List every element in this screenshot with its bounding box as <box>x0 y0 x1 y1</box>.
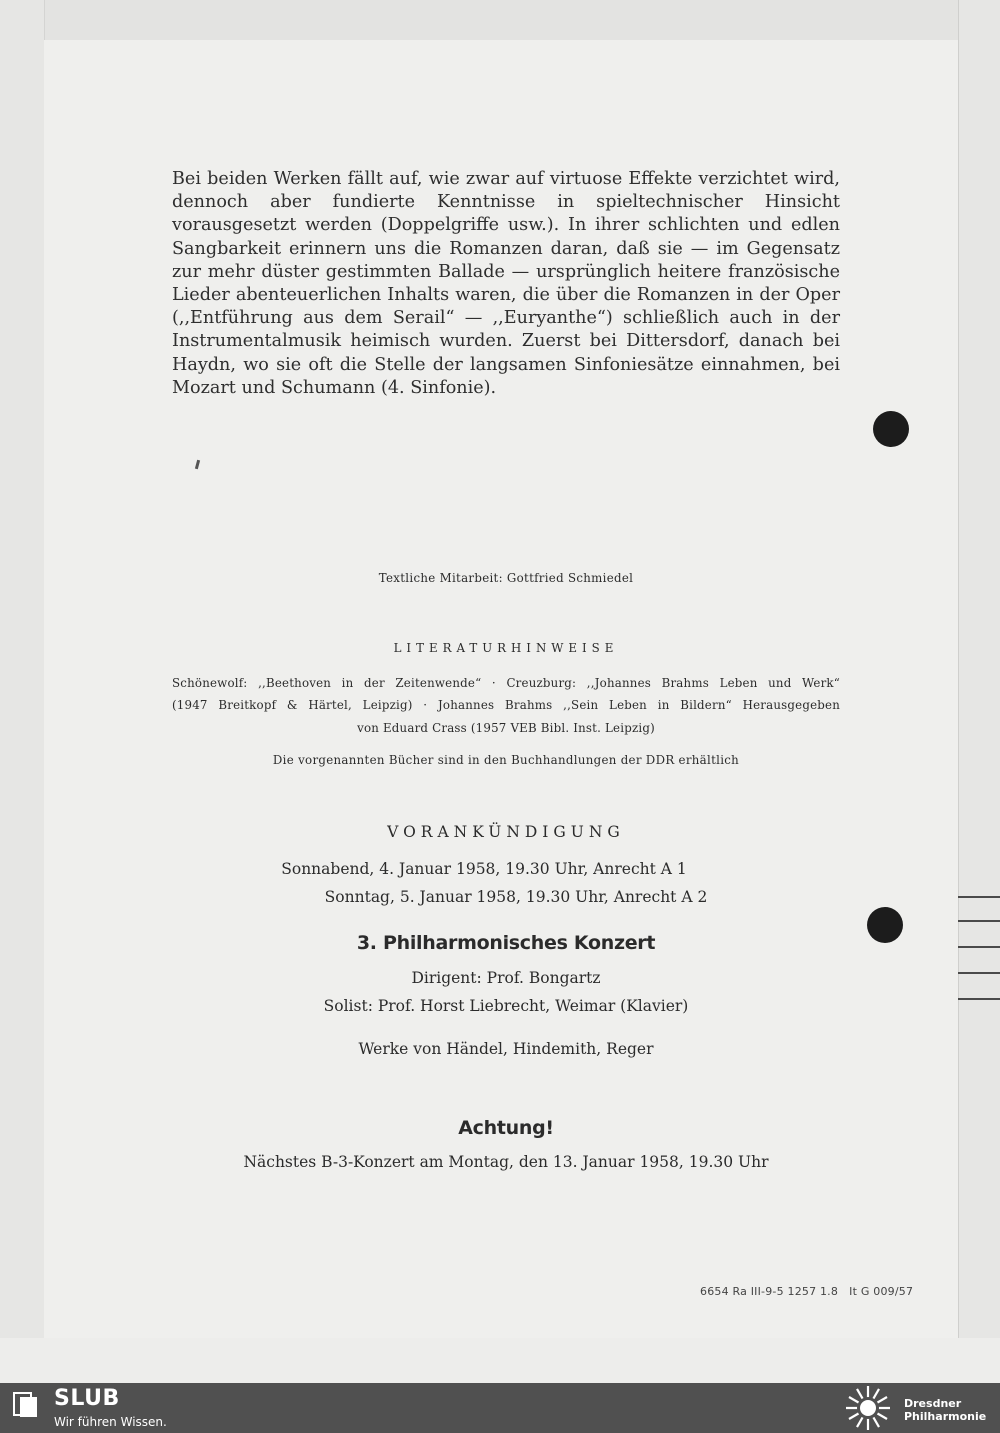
slub-logo-text[interactable]: SLUB <box>54 1386 120 1411</box>
slub-tagline: Wir führen Wissen. <box>54 1415 167 1429</box>
edge-line <box>958 972 1000 974</box>
philharmonie-line: Philharmonie <box>904 1410 987 1423</box>
notice-text: Nächstes B-3-Konzert am Montag, den 13. Januar 1958, 19.30 Uhr <box>243 1153 769 1171</box>
scan-left-margin <box>0 0 45 1338</box>
soloist-line: Solist: Prof. Horst Liebrecht, Weimar (Klavier) <box>323 997 689 1015</box>
literature-line: von Eduard Crass (1957 VEB Bibl. Inst. Leipzig) <box>357 721 655 735</box>
punch-hole <box>867 907 903 943</box>
literature-line: Schönewolf: ,,Beethoven in der Zeitenwende“ · Creuzburg: ,,Johannes Brahms Leben und Werk“ <box>172 676 840 690</box>
edge-line <box>958 896 1000 898</box>
preview-heading: VORANKÜNDIGUNG <box>387 823 625 841</box>
philharmonie-logo-text[interactable] <box>904 1397 986 1423</box>
preview-date: Sonnabend, 4. Januar 1958, 19.30 Uhr, Anrecht A 1 <box>281 860 687 878</box>
edge-line <box>958 998 1000 1000</box>
body-paragraph: Bei beiden Werken fällt auf, wie zwar auf virtuose Effekte verzichtet wird, dennoch aber fundierte Kenntnisse in spieltechnischer Hinsicht vorausgesetzt werden (Doppelgriffe usw.). In ihrer schlichten und edlen Sangbarkeit erinnern uns die Romanzen daran, daß sie — im Gegensatz zur mehr düster gestimmten Ballade — ursprünglich heitere französische Lieder abenteuerlichen Inhalts waren, die über die Romanzen in der Oper (,,Entführung aus dem Serail“ — ,,Euryanthe“) schließlich auch in der Instrumentalmusik heimisch wurden. Zuerst bei Dittersdorf, danach bei Haydn, wo sie oft die Stelle der langsamen Sinfoniesätze einnahmen, bei Mozart und Schumann (4. Sinfonie). <box>172 169 840 398</box>
edge-line <box>958 920 1000 922</box>
works-line: Werke von Händel, Hindemith, Reger <box>358 1040 654 1058</box>
credit-line: Textliche Mitarbeit: Gottfried Schmiedel <box>378 571 634 585</box>
availability-note: Die vorgenannten Bücher sind in den Buchhandlungen der DDR erhältlich <box>272 753 740 767</box>
slub-logo-icon <box>12 1391 40 1419</box>
philharmonie-line: Dresdner <box>904 1397 962 1410</box>
philharmonie-sunburst-icon <box>842 1385 894 1431</box>
scan-right-edge <box>958 0 1000 1338</box>
notice-heading: Achtung! <box>458 1117 554 1139</box>
preview-date: Sonntag, 5. Januar 1958, 19.30 Uhr, Anrecht A 2 <box>324 888 708 906</box>
concert-title: 3. Philharmonisches Konzert <box>356 932 656 954</box>
punch-hole <box>873 411 909 447</box>
literature-heading: LITERATURHINWEISE <box>393 641 619 655</box>
edge-line <box>958 946 1000 948</box>
conductor-line: Dirigent: Prof. Bongartz <box>411 969 601 987</box>
scan-background <box>0 0 1000 40</box>
literature-line: (1947 Breitkopf & Härtel, Leipzig) · Johannes Brahms ,,Sein Leben in Bildern“ Herausgegeben <box>172 698 840 712</box>
print-code: 6654 Ra III-9-5 1257 1.8 It G 009/57 <box>700 1285 914 1298</box>
